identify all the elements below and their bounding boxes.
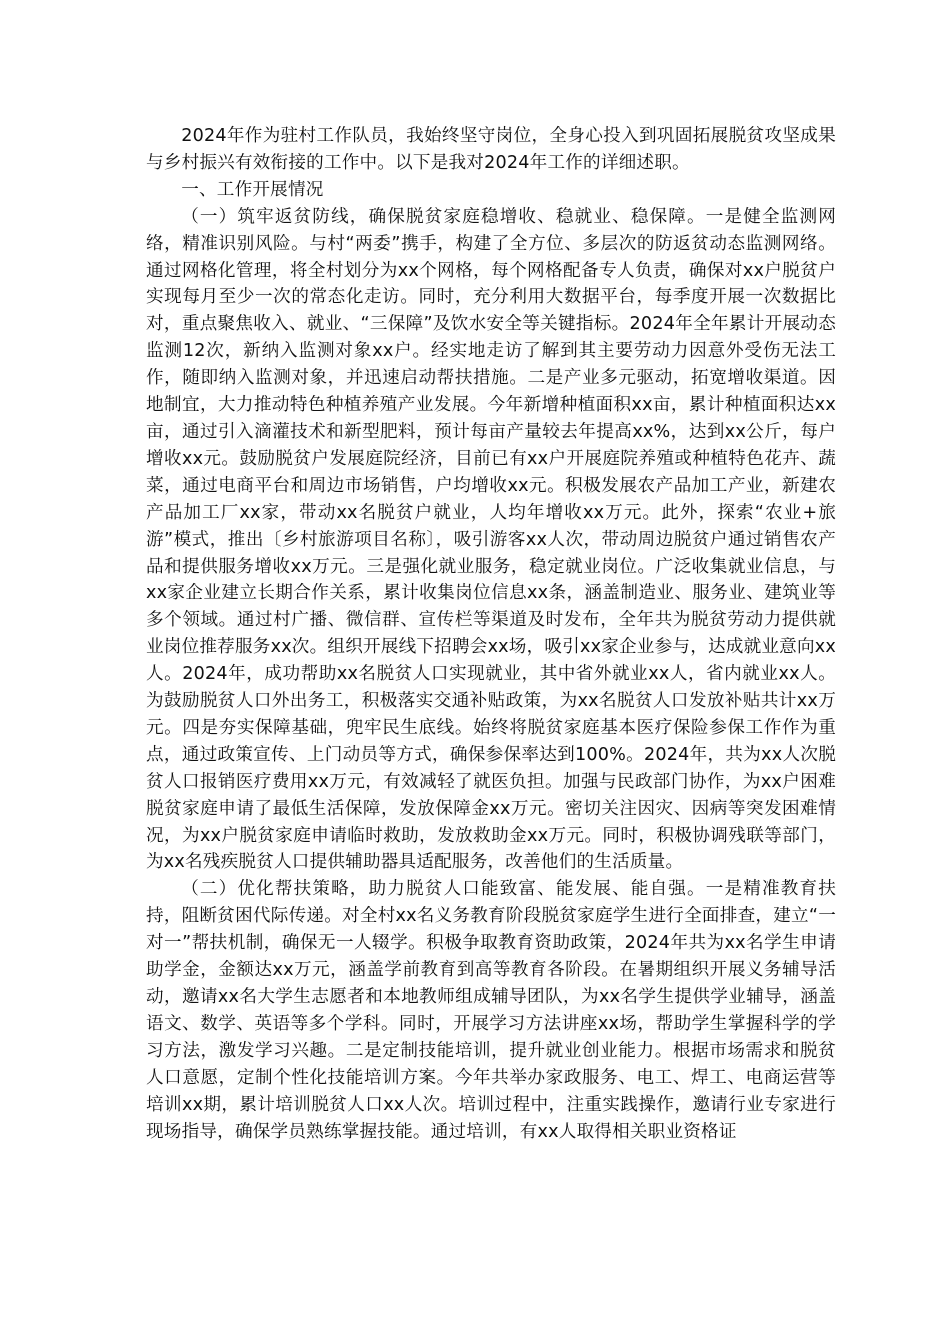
document-body: [146, 123, 836, 1145]
section-heading: 一、工作开展情况: [181, 179, 324, 200]
intro-paragraph: 2024年作为驻村工作队员，我始终坚守岗位，全身心投入到巩固拓展脱贫攻坚成果与乡村振兴有效衔接的工作中。以下是我对2024年工作的详细述职。: [146, 126, 836, 173]
paragraph-part-2: （二）优化帮扶策略，助力脱贫人口能致富、能发展、能自强。一是精准教育扶持，阻断贫困代际传递。对全村xx名义务教育阶段脱贫家庭学生进行全面排查，建立“一对一”帮扶机制，确保无一人辍学。积极争取教育资助政策，2024年共为xx名学生申请助学金，金额达xx万元，涵盖学前教育到高等教育各阶段。在暑期组织开展义务辅导活动，邀请xx名大学生志愿者和本地教师组成辅导团队，为xx名学生提供学业辅导，涵盖语文、数学、英语等多个学科。同时，开展学习方法讲座xx场，帮助学生掌握科学的学习方法，激发学习兴趣。二是定制技能培训，提升就业创业能力。根据市场需求和脱贫人口意愿，定制个性化技能培训方案。今年共举办家政服务、电工、焊工、电商运营等培训xx期，累计培训脱贫人口xx人次。培训过程中，注重实践操作，邀请行业专家进行现场指导，确保学员熟练掌握技能。通过培训，有xx人取得相关职业资格证: [146, 879, 836, 1142]
paragraph-part-1: （一）筑牢返贫防线，确保脱贫家庭稳增收、稳就业、稳保障。一是健全监测网络，精准识别风险。与村“两委”携手，构建了全方位、多层次的防返贫动态监测网络。通过网格化管理，将全村划分为xx个网格，每个网格配备专人负责，确保对xx户脱贫户实现每月至少一次的常态化走访。同时，充分利用大数据平台，每季度开展一次数据比对，重点聚焦收入、就业、“三保障”及饮水安全等关键指标。2024年全年累计开展动态监测12次，新纳入监测对象xx户。经实地走访了解到其主要劳动力因意外受伤无法工作，随即纳入监测对象，并迅速启动帮扶措施。二是产业多元驱动，拓宽增收渠道。因地制宜，大力推动特色种植养殖产业发展。今年新增种植面积xx亩，累计种植面积达xx亩，通过引入滴灌技术和新型肥料，预计每亩产量较去年提高xx%，达到xx公斤，每户增收xx元。鼓励脱贫户发展庭院经济，目前已有xx户开展庭院养殖或种植特色花卉、蔬菜，通过电商平台和周边市场销售，户均增收xx元。积极发展农产品加工产业，新建农产品加工厂xx家，带动xx名脱贫户就业，人均年增收xx万元。此外，探索“农业+旅游”模式，推出〔乡村旅游项目名称〕，吸引游客xx人次，带动周边脱贫户通过销售农产品和提供服务增收xx万元。三是强化就业服务，稳定就业岗位。广泛收集就业信息，与xx家企业建立长期合作关系，累计收集岗位信息xx条，涵盖制造业、服务业、建筑业等多个领域。通过村广播、微信群、宣传栏等渠道及时发布，全年共为脱贫劳动力提供就业岗位推荐服务xx次。组织开展线下招聘会xx场，吸引xx家企业参与，达成就业意向xx人。2024年，成功帮助xx名脱贫人口实现就业，其中省外就业xx人，省内就业xx人。为鼓励脱贫人口外出务工，积极落实交通补贴政策，为xx名脱贫人口发放补贴共计xx万元。四是夯实保障基础，兜牢民生底线。始终将脱贫家庭基本医疗保险参保工作作为重点，通过政策宣传、上门动员等方式，确保参保率达到100%。2024年，共为xx人次脱贫人口报销医疗费用xx万元，有效减轻了就医负担。加强与民政部门协作，为xx户困难脱贫家庭申请了最低生活保障，发放保障金xx万元。密切关注因灾、因病等突发困难情况，为xx户脱贫家庭申请临时救助，发放救助金xx万元。同时，积极协调残联等部门，为xx名残疾脱贫人口提供辅助器具适配服务，改善他们的生活质量。: [146, 206, 836, 873]
